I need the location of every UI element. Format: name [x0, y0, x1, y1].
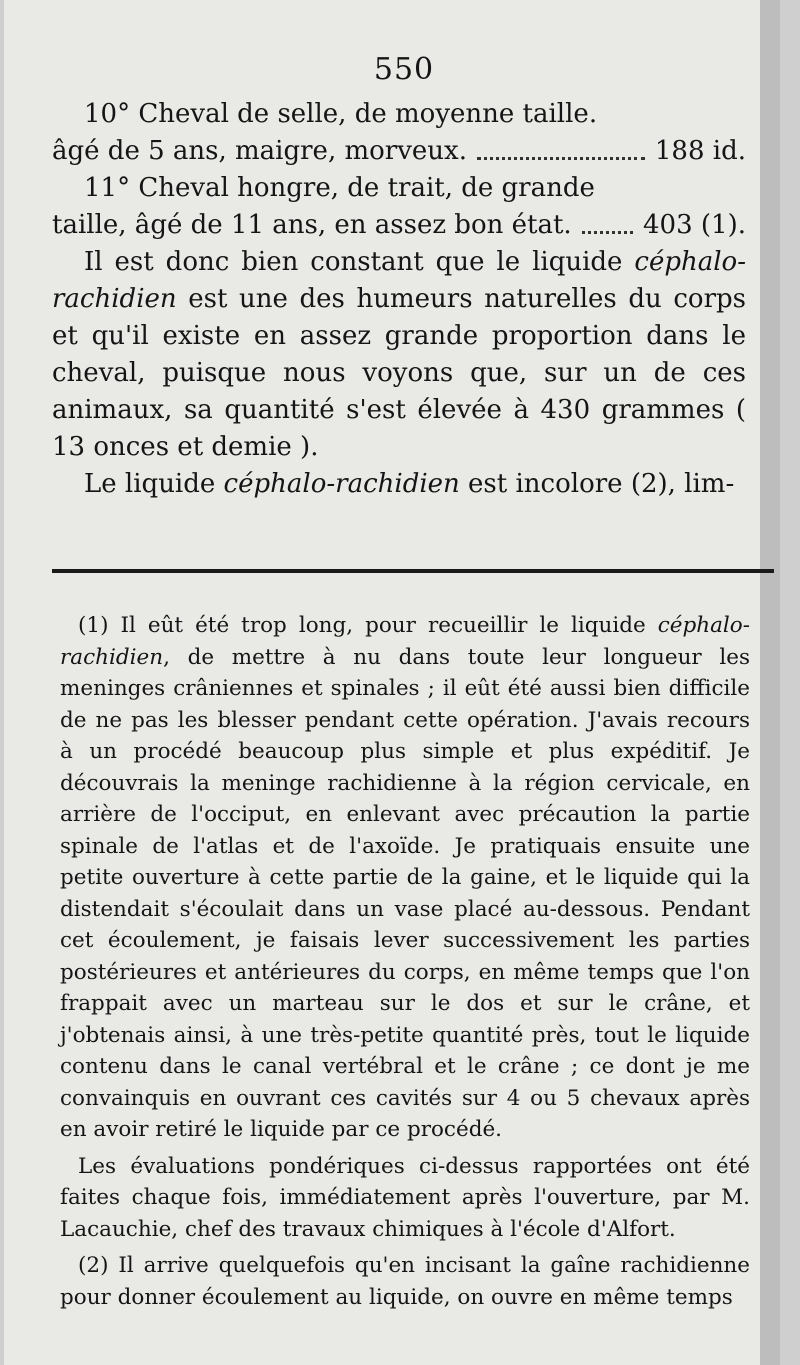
- paragraph-2: [52, 466, 746, 503]
- paragraph-2-italic: céphalo-rachidien: [223, 469, 460, 499]
- footnote-1-text-c: , de mettre à nu dans toute leur longueur les meninges crâniennes et spinales ; il eût été aussi bien difficile de ne pas les blesser pendant cette opération. J'avais recours à un procédé beaucoup plus simple et plus expéditif. Je découvrais la meninge rachidienne à la région cervicale, en arrière de l'occiput, en enlevant avec précaution la partie spinale de l'atlas et de l'axoïde. Je pratiquais ensuite une petite ouverture à cette partie de la gaine, et le liquide qui la distendait s'écoulait dans un vase placé au-dessous. Pendant cet écoulement, je faisais lever successivement les parties postérieures et antérieures du corps, en même temps que l'on frappait avec un marteau sur le dos et sur le crâne, et j'obtenais ainsi, à une très-petite quantité près, tout le liquide contenu dans le canal vertébral et le crâne ; ce dont je me convainquis en ouvrant ces cavités sur 4 ou 5 chevaux après en avoir retiré le liquide par ce procédé.: [60, 644, 750, 1142]
- entry-10-value: 188 id.: [654, 136, 746, 166]
- dot-leader: [582, 207, 633, 234]
- footnotes: [60, 610, 750, 1318]
- paragraph-1: [52, 244, 746, 466]
- entry-10-text: âgé de 5 ans, maigre, morveux.: [52, 136, 467, 166]
- footnote-rule: [52, 569, 774, 573]
- paragraph-1-italic: céphalo-rachidien: [52, 247, 746, 314]
- dot-leader: [477, 133, 645, 160]
- paragraph-2-text-a: Le liquide: [84, 469, 224, 499]
- footnote-1-text-a: (1) Il eût été trop long, pour recueillir le liquide: [78, 613, 658, 638]
- entry-10-line2: [52, 133, 746, 170]
- entry-11-value: 403 (1).: [643, 210, 746, 240]
- footnote-1-addendum: Les évaluations pondériques ci-dessus rapportées ont été faites chaque fois, immédiatement après l'ouverture, par M. Lacauchie, chef des travaux chimiques à l'école d'Alfort.: [60, 1153, 750, 1242]
- entry-11-line2: [52, 207, 746, 244]
- footnote-2: (2) Il arrive quelquefois qu'en incisant la gaîne rachidienne pour donner écoulement au liquide, on ouvre en même temps: [60, 1253, 750, 1310]
- facing-page-edge: [760, 0, 780, 1365]
- paragraph-2-text-c: est incolore (2), lim-: [459, 469, 735, 499]
- book-page: [4, 0, 780, 1365]
- footnote-1: [60, 610, 750, 1146]
- entry-11-line1: 11° Cheval hongre, de trait, de grande: [84, 173, 595, 203]
- paragraph-1-text-c: est une des humeurs naturelles du corps et qu'il existe en assez grande proportion dans le cheval, puisque nous voyons que, sur un de ces animaux, sa quantité s'est élevée à 430 grammes ( 13 onces et demie ).: [52, 284, 746, 462]
- main-text: [52, 96, 746, 503]
- entry-10-line1: 10° Cheval de selle, de moyenne taille.: [84, 99, 598, 129]
- page-number: 550: [373, 52, 435, 87]
- footnote-1-italic: céphalo-rachidien: [60, 613, 750, 670]
- entry-11-text: taille, âgé de 11 ans, en assez bon état.: [52, 210, 572, 240]
- paragraph-1-text-a: Il est donc bien constant que le liquide: [84, 247, 635, 277]
